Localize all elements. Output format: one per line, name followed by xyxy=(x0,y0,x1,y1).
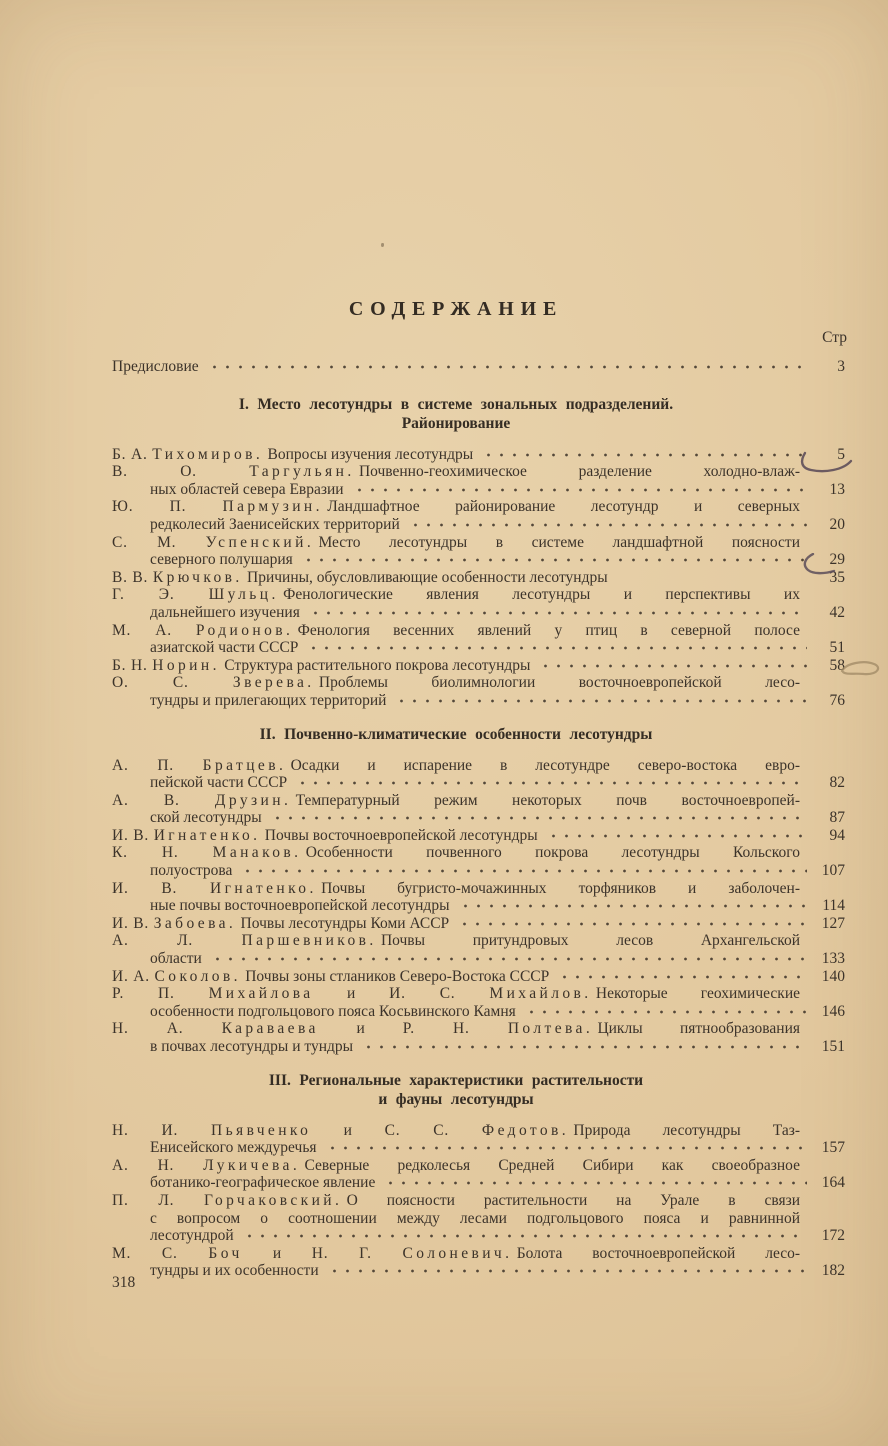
toc-entry-line xyxy=(112,586,800,604)
entry-authors: И. В. Забоева. xyxy=(112,914,233,932)
author-surname: Зверева xyxy=(232,674,308,692)
entry-title-text: ных областей севера Евразии xyxy=(150,480,344,498)
entry-title-text: Почвы бугристо-мочажинных торфяников и заболочен- xyxy=(313,879,800,897)
author-conjunction: и xyxy=(242,1244,312,1262)
toc-entry-line xyxy=(112,1157,800,1175)
toc-entry-line xyxy=(112,463,800,481)
entry-authors: К. Н. Манаков. xyxy=(112,844,299,862)
entry-title-text: редколесий Заенисейских территорий xyxy=(150,515,400,533)
entry-authors: И. В. Игнатенко. xyxy=(112,826,258,844)
entry-page-number: 58 xyxy=(829,656,845,674)
toc-sections xyxy=(112,395,853,1280)
section-heading-line: I. Место лесотундры в системе зональных подразделений. xyxy=(238,395,674,413)
toc-entry-line xyxy=(112,481,853,499)
entry-title-text: полуострова xyxy=(150,862,233,880)
entry-title-text: ные почвы восточноевропейской лесотундры xyxy=(150,897,450,915)
entry-title-text: тундры и прилегающих территорий xyxy=(150,691,387,709)
entry-title-text: Некоторые геохимические xyxy=(588,985,801,1003)
toc-entry-line xyxy=(112,446,853,464)
entry-authors: Ю. П. Пармузин. xyxy=(112,498,320,516)
author-initials: А. Л. xyxy=(112,932,242,950)
entry-title-text: Фенология весенних явлений у птиц в северной полосе xyxy=(289,621,800,639)
author-initials: С. М. xyxy=(112,533,206,551)
author-surname: Лукичева xyxy=(203,1156,293,1174)
section-heading-1 xyxy=(112,395,800,433)
preface-row xyxy=(112,358,853,376)
author-surname: Пьявченко xyxy=(210,1121,312,1139)
section-heading-2 xyxy=(112,725,800,744)
entry-title-text: Температурный режим некоторых почв восточноевропей- xyxy=(287,791,800,809)
author-surname: Крючков xyxy=(152,568,236,586)
toc-entry-line xyxy=(112,792,800,810)
entry-authors: М. С. Боч и Н. Г. Солоневич. xyxy=(112,1244,510,1262)
author-conjunction: и xyxy=(318,1020,403,1038)
toc-entry-line xyxy=(112,498,800,516)
toc-entry-line xyxy=(112,897,853,915)
author-initials: И. С. xyxy=(389,985,490,1003)
toc-entry-line xyxy=(112,827,853,845)
author-surname: Федотов xyxy=(481,1121,562,1139)
entry-title-text: Циклы пятнообразования xyxy=(589,1020,800,1038)
page-title: СОДЕРЖАНИЕ xyxy=(348,298,564,320)
toc-entry-line xyxy=(112,862,853,880)
entry-title-text: Почвы восточноевропейской лесотундры xyxy=(257,826,538,844)
author-surname: Караваева xyxy=(221,1020,319,1038)
entry-first-line xyxy=(112,569,608,587)
author-surname: Игнатенко xyxy=(153,826,254,844)
entry-authors: И. А. Соколов. xyxy=(112,967,238,985)
page-column-header: Стр xyxy=(822,329,847,346)
entry-page-number: 114 xyxy=(822,897,845,915)
entry-authors: Г. Э. Шульц. xyxy=(112,586,276,604)
toc-entry-line xyxy=(112,809,853,827)
entry-authors: М. А. Родионов. xyxy=(112,621,290,639)
author-surname: Соколов xyxy=(154,967,234,985)
entry-title-text: азиатской части СССР xyxy=(150,639,299,657)
author-surname: Друзин xyxy=(214,791,284,809)
entry-title-text: лесотундрой xyxy=(150,1227,234,1245)
toc-entry-line xyxy=(112,1245,800,1263)
entry-page-number: 140 xyxy=(821,967,845,985)
toc-entry-line xyxy=(112,950,853,968)
author-initials: Н. Г. xyxy=(311,1244,403,1262)
entry-title-text: с вопросом о соотношении между лесами подгольцового пояса и равнинной xyxy=(150,1209,800,1227)
author-initials: М. С. xyxy=(112,1244,209,1262)
author-conjunction: и xyxy=(311,1121,385,1139)
entry-page-number: 5 xyxy=(837,445,845,463)
toc-entry-line xyxy=(112,1122,800,1140)
entry-title-text: Енисейского междуречья xyxy=(150,1139,317,1157)
entry-title-text: Структура растительного покрова лесотундры xyxy=(216,656,531,674)
entry-title-text: Почвы притундровых лесов Архангельской xyxy=(373,932,801,950)
entry-title-text: Причины, обусловливающие особенности лесотундры xyxy=(239,568,608,586)
author-surname: Солоневич xyxy=(402,1244,506,1262)
author-surname: Полтева xyxy=(507,1020,586,1038)
entry-authors: В. О. Таргульян. xyxy=(112,463,352,481)
toc-entry-line xyxy=(112,1262,853,1280)
entry-title-text: Природа лесотундры Таз- xyxy=(565,1121,800,1139)
entry-title-text: пейской части СССР xyxy=(150,774,288,792)
toc-entry-line xyxy=(112,516,853,534)
author-initials: Ю. П. xyxy=(112,498,223,516)
author-initials: П. Л. xyxy=(112,1191,204,1209)
author-initials: С. С. xyxy=(384,1121,482,1139)
entry-authors: Р. П. Михайлова и И. С. Михайлов. xyxy=(112,985,589,1003)
author-initials: А. Н. xyxy=(112,1156,204,1174)
preface-page-number: 3 xyxy=(837,358,845,375)
entry-title-text: Место лесотундры в системе ландшафтной поясности xyxy=(310,533,800,551)
author-surname: Братцев xyxy=(202,756,279,774)
entry-authors: Б. А. Тихомиров. xyxy=(112,445,260,463)
entry-title-text: Северные редколесья Средней Сибири как своеобразное xyxy=(296,1156,800,1174)
author-initials: В. О. xyxy=(112,463,250,481)
entry-title-text: Проблемы биолимнологии восточноевропейской лесо- xyxy=(311,674,800,692)
entry-title-text: особенности подгольцового пояса Косьвинского Камня xyxy=(150,1002,516,1020)
toc-entry-line xyxy=(112,534,800,552)
author-initials: К. Н. xyxy=(112,844,213,862)
entry-title-text: Вопросы изучения лесотундры xyxy=(259,445,474,463)
toc-entry-line xyxy=(112,657,853,675)
entry-title-text: Болота восточноевропейской лесо- xyxy=(509,1244,801,1262)
author-surname: Таргульян xyxy=(249,463,348,481)
section-heading-line: III. Региональные характеристики растительности xyxy=(268,1071,644,1089)
author-surname: Боч xyxy=(208,1244,243,1262)
toc-entry-line xyxy=(112,569,853,587)
entry-page-number: 107 xyxy=(821,862,845,880)
author-surname: Шульц xyxy=(208,586,272,604)
toc-entry-line xyxy=(112,604,853,622)
preface-label: Предисловие xyxy=(112,358,199,375)
toc-entry-line xyxy=(112,674,800,692)
entry-page-number: 133 xyxy=(821,950,845,968)
entry-title-text: О поясности растительности на Урале в связи xyxy=(338,1191,801,1209)
toc-entry-line xyxy=(112,915,853,933)
toc-entry-line xyxy=(112,774,853,792)
author-surname: Михайлова xyxy=(208,985,314,1003)
author-surname: Горчаковский xyxy=(203,1191,336,1209)
author-surname: Успенский xyxy=(205,533,307,551)
entry-authors: А. Н. Лукичева. xyxy=(112,1156,297,1174)
toc-entry-line xyxy=(112,692,853,710)
entry-page-number: 51 xyxy=(829,639,845,657)
entry-first-line xyxy=(112,657,530,675)
entry-title-text: тундры и их особенности xyxy=(150,1262,319,1280)
entry-title-text: области xyxy=(150,950,202,968)
entry-title-text: ской лесотундры xyxy=(150,809,262,827)
entry-title-text: Почвенно-геохимическое разделение холодно-влаж- xyxy=(351,463,800,481)
toc-entry-line xyxy=(112,932,800,950)
author-surname: Михайлов xyxy=(489,985,585,1003)
toc-entry-line xyxy=(112,1227,853,1245)
entry-title-text: дальнейшего изучения xyxy=(150,603,300,621)
section-heading-line: II. Почвенно-климатические особенности лесотундры xyxy=(259,725,653,743)
entry-page-number: 42 xyxy=(829,603,845,621)
entry-page-number: 164 xyxy=(821,1174,845,1192)
toc-entry-line xyxy=(112,622,800,640)
entry-first-line xyxy=(112,446,473,464)
entry-authors: П. Л. Горчаковский. xyxy=(112,1191,339,1209)
author-initials: Р. Н. xyxy=(402,1020,508,1038)
entry-title-text: Осадки и испарение в лесотундре северо-востока евро- xyxy=(282,756,800,774)
entry-page-number: 146 xyxy=(821,1002,845,1020)
author-initials: И. В. xyxy=(112,826,154,844)
entry-page-number: 94 xyxy=(829,826,845,844)
toc-entry-line xyxy=(112,639,853,657)
author-initials: М. А. xyxy=(112,621,196,639)
author-conjunction: и xyxy=(313,985,390,1003)
entry-authors: Н. И. Пьявченко и С. С. Федотов. xyxy=(112,1121,566,1139)
entry-first-line xyxy=(112,827,538,845)
entry-page-number: 172 xyxy=(821,1227,845,1245)
entry-title-text: северного полушария xyxy=(150,551,293,569)
section-heading-line: Районирование xyxy=(401,414,511,432)
author-initials: А. П. xyxy=(112,756,203,774)
author-initials: Г. Э. xyxy=(112,586,209,604)
entry-page-number: 182 xyxy=(821,1262,845,1280)
toc-entry-line xyxy=(112,1210,800,1228)
entry-title-text: Фенологические явления лесотундры и перспективы их xyxy=(275,586,800,604)
entry-page-number: 76 xyxy=(829,691,845,709)
entry-authors: Б. Н. Норин. xyxy=(112,656,217,674)
entry-authors: И. В. Игнатенко. xyxy=(112,879,314,897)
author-surname: Манаков xyxy=(212,844,295,862)
author-surname: Родионов xyxy=(195,621,287,639)
toc-entry-line xyxy=(112,1192,800,1210)
entry-authors: А. П. Братцев. xyxy=(112,756,283,774)
entry-page-number: 87 xyxy=(829,809,845,827)
author-initials: И. В. xyxy=(112,914,154,932)
entry-page-number: 127 xyxy=(821,914,845,932)
author-initials: В. В. xyxy=(112,568,153,586)
entry-first-line xyxy=(112,915,449,933)
entry-page-number: 13 xyxy=(829,480,845,498)
toc-entry-line xyxy=(112,1020,800,1038)
toc-entry-line xyxy=(112,968,853,986)
entry-page-number: 35 xyxy=(829,568,845,586)
author-initials: Р. П. xyxy=(112,985,209,1003)
toc-entry-line xyxy=(112,1003,853,1021)
toc-entry-line xyxy=(112,1174,853,1192)
toc-entry-line xyxy=(112,880,800,898)
author-surname: Тихомиров xyxy=(152,445,256,463)
entry-title-text: Почвы зоны стлаников Северо-Востока СССР xyxy=(237,967,550,985)
toc-entry-line xyxy=(112,985,800,1003)
author-surname: Паршевников xyxy=(241,932,370,950)
author-initials: И. А. xyxy=(112,967,155,985)
entry-page-number: 82 xyxy=(829,774,845,792)
author-surname: Игнатенко xyxy=(209,879,310,897)
author-initials: Н. А. xyxy=(112,1020,222,1038)
entry-title-text: Особенности почвенного покрова лесотундры Кольского xyxy=(298,844,800,862)
toc-entry-line xyxy=(112,844,800,862)
author-initials: Н. И. xyxy=(112,1121,211,1139)
entry-authors: А. В. Друзин. xyxy=(112,791,288,809)
entry-authors: В. В. Крючков. xyxy=(112,568,240,586)
author-surname: Забоева xyxy=(153,914,229,932)
toc-entry-line xyxy=(112,757,800,775)
entry-authors: С. М. Успенский. xyxy=(112,533,311,551)
entry-title-text: Почвы лесотундры Коми АССР xyxy=(232,914,450,932)
author-initials: Б. Н. xyxy=(112,656,153,674)
toc-content xyxy=(112,296,853,1280)
toc-entry-line xyxy=(112,1139,853,1157)
author-initials: А. В. xyxy=(112,791,215,809)
section-heading-3 xyxy=(112,1071,800,1109)
section-heading-line: и фауны лесотундры xyxy=(378,1090,534,1108)
author-initials: И. В. xyxy=(112,879,210,897)
toc-entry-line xyxy=(112,551,853,569)
entry-authors: А. Л. Паршевников. xyxy=(112,932,374,950)
entry-first-line xyxy=(112,968,549,986)
toc-entry-line xyxy=(112,1038,853,1056)
paper-speck xyxy=(381,243,384,247)
entry-authors: О. С. Зверева. xyxy=(112,674,312,692)
folio-page-number: 318 xyxy=(112,1274,136,1291)
entry-authors: Н. А. Караваева и Р. Н. Полтева. xyxy=(112,1020,590,1038)
entry-title-text: в почвах лесотундры и тундры xyxy=(150,1038,354,1055)
entry-page-number: 151 xyxy=(821,1038,845,1055)
entry-page-number: 29 xyxy=(829,551,845,569)
author-initials: О. С. xyxy=(112,674,233,692)
author-surname: Норин xyxy=(152,656,213,674)
author-initials: Б. А. xyxy=(112,445,153,463)
entry-page-number: 20 xyxy=(829,515,845,533)
entry-title-text: ботанико-географическое явление xyxy=(150,1174,376,1192)
author-surname: Пармузин xyxy=(222,498,316,516)
entry-title-text: Ландшафтное районирование лесотундр и северных xyxy=(319,498,800,516)
entry-page-number: 157 xyxy=(821,1139,845,1157)
